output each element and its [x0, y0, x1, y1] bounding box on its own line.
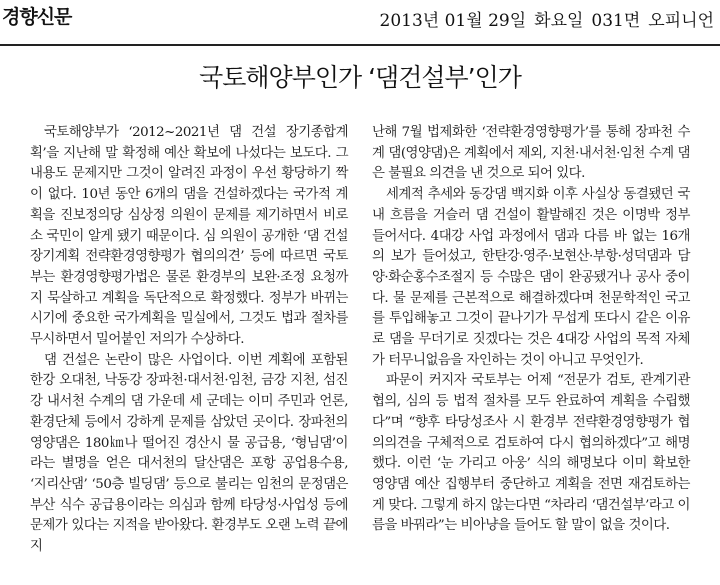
page-number: 031면: [591, 11, 641, 31]
header-divider: [0, 44, 720, 46]
paragraph: 세계적 추세와 동강댐 백지화 이후 사실상 동결됐던 국내 흐름을 거슬러 댐 건설이 활발해진 것은 이명박 정부 들어서다. 4대강 사업 과정에서 댐과 다름 바 없는 16개의 보가 들어섰고, 한탄강·영주·보현산·부항·성덕댐과 담양·화순홍수조절지 등 수많은 댐이 완공됐거나 공사 중이다. 물 문제를 근본적으로 해결하겠다며 천문학적인 국고를 투입해놓고 그것이 끝나기가 무섭게 또다시 같은 이유로 댐을 무더기로 짓겠다는 것은 4대강 사업의 목적 자체가 터무니없음을 자인하는 것이 아니고 무엇인가.: [372, 187, 690, 368]
article-column-left: [30, 123, 348, 558]
paragraph: 난해 7월 법제화한 ‘전략환경영향평가’를 통해 장파천 수계 댐(영양댐)은 계획에서 제외, 지천·내서천·임천 수계 댐은 불필요 의견을 낸 것으로 되어 있다.: [372, 125, 690, 182]
article-column-right: [372, 123, 690, 537]
dateline: [372, 6, 714, 31]
article-headline: 국토해양부인가 ‘댐건설부’인가: [199, 63, 521, 92]
weekday: 화요일: [534, 11, 584, 31]
paragraph: 댐 건설은 논란이 많은 사업이다. 이번 계획에 포함된 한강 오대천, 낙동강 장파천·대서천·임천, 금강 지천, 섬진강 내서천 수계의 댐 가운데 세 군데는 이미 주민과 언론, 환경단체 등에서 강하게 문제를 삼았던 곳이다. 장파천의 영양댐은 180㎞나 떨어진 경산시 물 공급용, ‘형님댐’이라는 별명을 얻은 대서천의 달산댐은 포항 공업용수용, ‘지리산댐’ ‘50층 빌딩댐’ 등으로 불리는 임천의 문정댐은 부산 식수 공급용이라는 의심과 함께 타당성·사업성 등에 문제가 있다는 지적을 받아왔다. 환경부도 오랜 노력 끝에 지: [30, 352, 348, 555]
paragraph: 파문이 커지자 국토부는 어제 “전문가 검토, 관계기관 협의, 심의 등 법적 절차를 모두 완료하여 계획을 수립했다”며 “향후 타당성조사 시 환경부 전략환경영향평가 협의의견을 구체적으로 검토하여 다시 협의하겠다”고 해명했다. 이런 ‘눈 가리고 아웅’ 식의 해명보다 이미 확보한 영양댐 예산 집행부터 중단하고 계획을 전면 재검토하는 게 맞다. 그렇게 하지 않는다면 “차라리 ‘댐건설부’라고 이름을 바꿔라”는 비아냥을 들어도 할 말이 없을 것이다.: [372, 373, 690, 534]
newspaper-name: 경향신문: [2, 6, 72, 28]
paragraph: 국토해양부가 ‘2012~2021년 댐 건설 장기종합계획’을 지난해 말 확정해 예산 확보에 나섰다는 보도다. 그 내용도 문제지만 그것이 알려진 과정이 우선 황당하기 짝이 없다. 10년 동안 6개의 댐을 건설하겠다는 국가적 계획을 진보정의당 심상정 의원이 문제를 제기하면서 비로소 국민이 알게 됐기 때문이다. 심 의원이 공개한 ‘댐 건설 장기계획 전략환경영향평가 협의의견’ 등에 따르면 국토부는 환경영향평가법은 물론 환경부의 보완·조정 요청까지 묵살하고 계획을 독단적으로 확정했다. 정부가 바뀌는 시기에 중요한 국가계획을 밀실에서, 그것도 법과 절차를 무시하면서 밀어붙인 저의가 수상하다.: [30, 125, 348, 348]
publication-date: 2013년 01월 29일: [379, 11, 527, 31]
section-name: 오피니언: [648, 11, 714, 31]
masthead: [0, 0, 720, 46]
